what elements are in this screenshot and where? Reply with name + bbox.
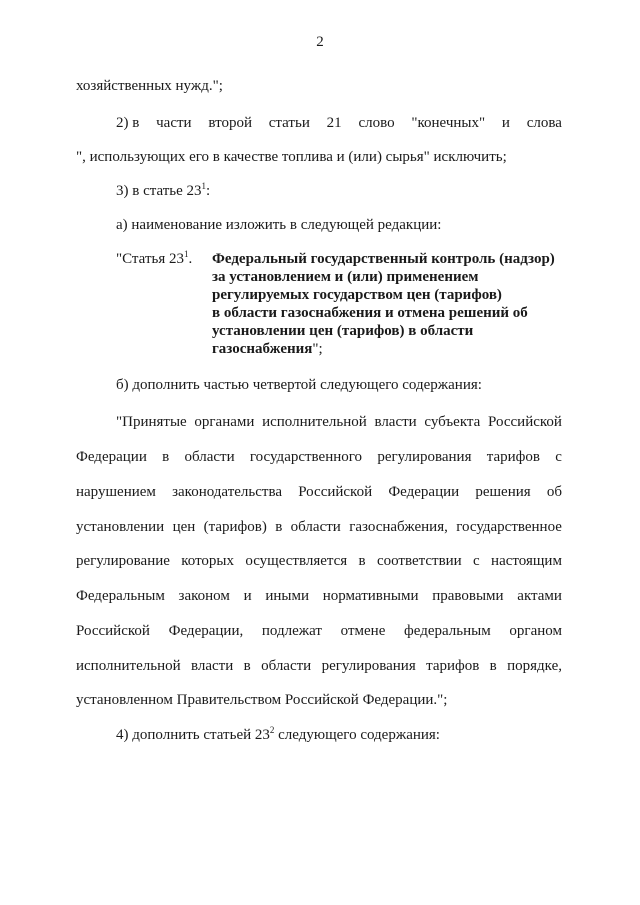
article-heading-title	[212, 250, 572, 358]
text-line: б) дополнить частью четвертой следующего содержания:	[116, 377, 482, 393]
text-line-justified	[76, 448, 562, 466]
word: осуществляется	[245, 553, 348, 569]
word: Российской	[298, 484, 373, 500]
word: в	[243, 658, 251, 674]
word: цен	[172, 519, 196, 535]
text-line: установленном Правительством Российской Федерации.";	[76, 692, 448, 708]
text-line-justified	[76, 587, 562, 605]
word: "Принятые	[116, 414, 187, 430]
word: в	[275, 519, 283, 535]
text-line-justified	[76, 622, 562, 640]
heading-line: в области газоснабжения и отмена решений об	[212, 305, 528, 321]
word: слова	[526, 115, 562, 131]
word: Российской	[76, 623, 150, 639]
word: 21	[326, 115, 342, 131]
word: исполнительной	[262, 414, 367, 430]
heading-line: за установлением и (или) применением	[212, 269, 479, 285]
word: второй	[208, 115, 252, 131]
word: иными	[265, 588, 310, 604]
heading-line: Федеральный государственный контроль (надзор)	[212, 251, 555, 267]
heading-line: газоснабжения";	[212, 341, 323, 357]
word: 2) в	[116, 115, 140, 131]
word: тарифов	[486, 449, 540, 465]
word: в	[162, 449, 170, 465]
word: нарушением	[76, 484, 156, 500]
word: власти	[374, 414, 417, 430]
superscript: 1	[183, 249, 189, 259]
word: органом	[509, 623, 562, 639]
text-line-justified	[76, 552, 562, 570]
word: газоснабжения,	[349, 519, 448, 535]
text-line: 4) дополнить статьей $23^2$ следующего содержания:	[116, 725, 440, 743]
word: исполнительной	[76, 658, 181, 674]
superscript: 1	[201, 181, 207, 191]
text-line: а) наименование изложить в следующей редакции:	[116, 217, 442, 233]
text-line: хозяйственных нужд.";	[76, 78, 223, 94]
word: с	[473, 553, 480, 569]
word: Федерации	[76, 449, 147, 465]
word: области	[290, 519, 341, 535]
word: которых	[181, 553, 235, 569]
word: статьи	[268, 115, 310, 131]
word: Федеральным	[76, 588, 165, 604]
word: регулирование	[76, 553, 170, 569]
word: правовыми	[432, 588, 504, 604]
word: и	[501, 115, 510, 131]
word: регулирования	[377, 449, 472, 465]
word: порядке,	[507, 658, 562, 674]
word: Федерации,	[168, 623, 244, 639]
word: "конечных"	[411, 115, 486, 131]
text-line-justified	[116, 413, 562, 431]
word: Российской	[488, 414, 562, 430]
word: соответствии	[376, 553, 462, 569]
word: государственного	[249, 449, 363, 465]
text-line-justified	[116, 114, 562, 132]
word: установлении	[76, 519, 165, 535]
heading-line: установлении цен (тарифов) в области	[212, 323, 474, 339]
word: области	[184, 449, 235, 465]
word: субъекта	[424, 414, 481, 430]
word: слово	[358, 115, 395, 131]
word: нормативными	[322, 588, 419, 604]
word: части	[156, 115, 192, 131]
word: тарифов	[426, 658, 480, 674]
word: и	[243, 588, 252, 604]
word: государственное	[456, 519, 562, 535]
superscript: 2	[269, 725, 275, 735]
word: с	[555, 449, 562, 465]
word: в	[489, 658, 497, 674]
word: решения	[475, 484, 531, 500]
word: власти	[191, 658, 234, 674]
word: Федерации	[388, 484, 460, 500]
word: регулирования	[321, 658, 416, 674]
word: настоящим	[491, 553, 562, 569]
text-line-justified	[76, 483, 562, 501]
article-heading-label: "Статья $23^1$.	[116, 249, 193, 267]
text-line-justified	[76, 518, 562, 536]
text-line: 3) в статье $23^1$:	[116, 181, 211, 199]
word: актами	[517, 588, 562, 604]
word: в	[358, 553, 366, 569]
word: об	[546, 484, 562, 500]
word: (тарифов)	[203, 519, 267, 535]
word: отмене	[340, 623, 386, 639]
page-number: 2	[316, 34, 324, 50]
text-line: ", использующих его в качестве топлива и (или) сырья" исключить;	[76, 149, 507, 165]
word: законодательства	[172, 484, 282, 500]
word: подлежат	[261, 623, 322, 639]
text-line-justified	[76, 657, 562, 675]
word: федеральным	[404, 623, 491, 639]
word: законом	[178, 588, 230, 604]
heading-line: регулируемых государством цен (тарифов)	[212, 287, 502, 303]
word: органами	[194, 414, 255, 430]
word: области	[261, 658, 312, 674]
